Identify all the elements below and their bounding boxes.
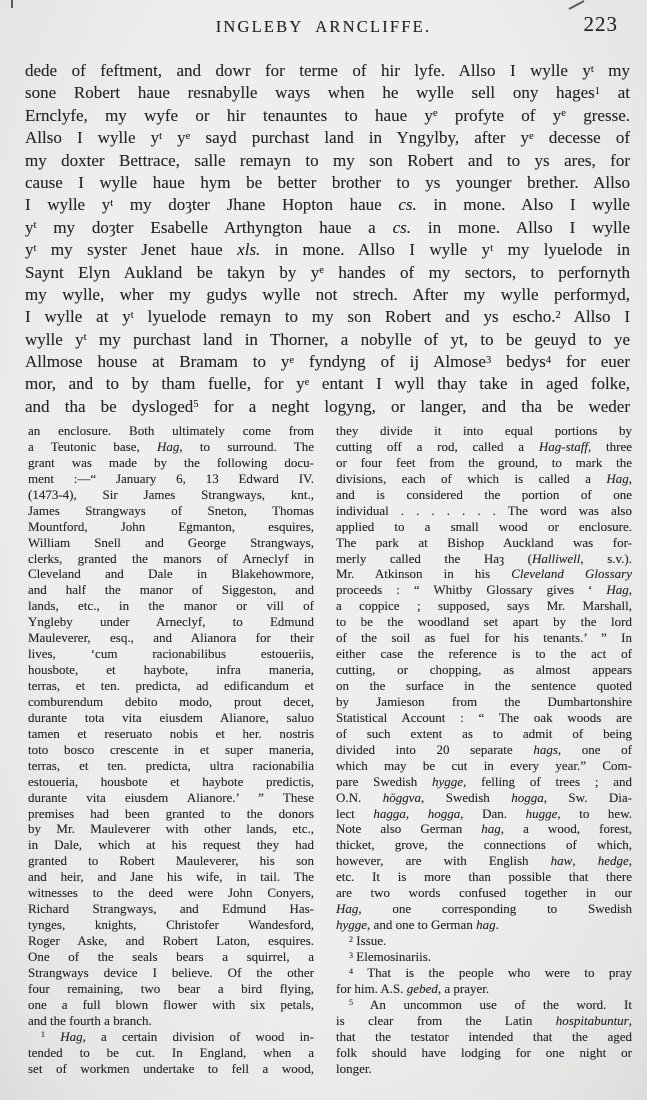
text-line: Allmose house at Bramam to $y^e$ fyndyng of ij Almose$^3$ bedys$^4$ for euer (25, 352, 630, 372)
text-line: Mountford, John Egmanton, esquires, (28, 518, 314, 534)
text-line: by Jamieson from the Dumbartonshire (336, 693, 632, 709)
text-line: $^5$ An uncommon use of the word. It (349, 996, 632, 1012)
text-line: tended to be cut. In England, when a (28, 1044, 314, 1060)
text-line: tynges, knights, Christofer Wandesford, (28, 917, 314, 933)
text-line: tamen et reseruato nobis et her. nostris (28, 725, 314, 741)
text-line: divisions, each of which is called a Hag, (336, 470, 632, 486)
text-line: Hag, one corresponding to Swedish (336, 901, 632, 917)
text-line: pare Swedish hygge, felling of trees ; and (336, 773, 632, 789)
text-line: I wylle $y^t$ my doȝter Jhane Hopton haue cs. in mone. Also I wylle (25, 195, 630, 215)
text-line: proceeds : “ Whitby Glossary gives ‘ Hag, (336, 582, 632, 598)
text-line: and the fourth a branch. (28, 1012, 152, 1028)
text-line: One of the seals bears a squirrel, a (28, 948, 314, 964)
text-line: O.N. höggva, Swedish hogga, Sw. Dia- (336, 789, 633, 805)
text-line: however, are with English haw, hedge, (336, 853, 632, 869)
text-line: toto bosco crescente in et super maneria, (28, 741, 314, 757)
text-line: a Teutonic base, Hag, to surround. The (28, 438, 315, 454)
scan-artifact-mark-right (569, 0, 585, 10)
text-line: durante tota vita eiusdem Alianore, saluo (28, 709, 314, 725)
text-line: Cleveland and Dale in Blakehowmore, (28, 566, 314, 582)
footnote-right-column (336, 423, 632, 1076)
text-line: and heir, and Jane his wife, in tail. The (28, 869, 314, 885)
text-line: longer. (336, 1060, 372, 1076)
text-line: James Strangways of Sneton, Thomas (28, 502, 314, 518)
text-line: The park at Bishop Auckland was for- (336, 534, 632, 550)
text-line: sone Robert haue resnabylle ways when he wylle sell ony hages$^1$ at (25, 83, 630, 103)
text-line: premises had been granted to the donors (28, 805, 314, 821)
text-line: cutting, or chopping, as almost appears (336, 662, 632, 678)
text-line: ment :—“ January 6, 13 Edward IV. (28, 470, 314, 486)
text-line: housbote, et haybote, infra maneria, (28, 662, 314, 678)
text-line: which may be cut in every year.” Com- (336, 757, 632, 773)
text-line: thicket, grove, the connections of which, (336, 837, 632, 853)
text-line: Ernclyfe, my wyfe or hir tenauntes to haue $y^e$ profyte of $y^e$ gresse. (25, 105, 630, 125)
text-line: cutting off a rod, called a Hag-staff, three (336, 438, 632, 454)
text-line: $^2$ Issue. (349, 933, 387, 948)
text-line: lect hagga, hogga, Dan. hugge, to hew. (336, 805, 632, 821)
text-line: and is considered the portion of one (336, 486, 632, 502)
text-line: Saynt Elyn Aukland be takyn by $y^e$ handes of my sectors, to perfornyth (25, 262, 630, 282)
text-line: granted to Robert Mauleverer, his son (28, 853, 314, 869)
text-line: lands, etc., in the manor or vill of (28, 598, 314, 614)
text-line: set of workmen undertake to fell a wood, (28, 1060, 314, 1076)
text-line: durante vita eiusdem Alianore.’ ” These (28, 789, 314, 805)
text-line: William Snell and George Strangways, (28, 534, 314, 550)
text-line: cause I wylle haue hym be better brother to ys younger brether. Allso (25, 172, 630, 192)
text-line: individual . . . . . . . The word was also (336, 502, 632, 518)
text-line: wylle $y^t$ my purchast land in Thorner, a nobylle of yt, to be geuyd to ye (25, 329, 630, 349)
text-line: $y^t$ my syster Jenet haue xls. in mone. Allso I wylle $y^t$ my lyuelode in (25, 240, 631, 260)
text-line: estoueria, housbote et haybote predictis, (28, 773, 314, 789)
text-line: my doxter Bettrace, salle remayn to my son Robert and to ys ares, for (25, 150, 630, 170)
scan-artifact-mark-left (11, 0, 13, 8)
text-line: Mauleverer, esq., and Alianora for their (28, 630, 314, 646)
footnote-left-column (28, 423, 314, 1076)
text-line: they divide it into equal portions by (336, 423, 632, 438)
text-line: $^4$ That is the people who were to pray (349, 964, 632, 980)
text-line: Allso I wylle $y^t$ $y^e$ sayd purchast land in Yngylby, after $y^e$ decesse of (25, 128, 630, 148)
text-line: hygge, and one to German hag. (336, 917, 499, 933)
text-line: terras, et ten. predicta, ultra racionabilia (28, 757, 314, 773)
text-line: and tha be dysloged$^5$ for a neght logyng, or langer, and tha be weder (25, 396, 631, 416)
text-line: I wylle at $y^t$ lyuelode remayn to my son Robert and ys escho.$^2$ Allso I (25, 307, 631, 327)
text-line: Statistical Account : “ The oak woods are (336, 709, 632, 725)
text-line: lives, ‘cum racionabilibus estoueriis, (28, 646, 314, 662)
text-line: divided into 20 separate hags, one of (336, 741, 632, 757)
text-line: either case the reference is to the act of (336, 646, 632, 662)
text-line: witnesses to the deed were John Conyers, (28, 885, 314, 901)
text-line: four remaining, two bear a bird flying, (28, 980, 314, 996)
text-line: my wylle, wher my gudys wylle not strech. After my wylle performyd, (25, 284, 630, 304)
text-line: on the surface in the sentence quoted (336, 678, 632, 693)
text-line: comburendum debito modo, prout decet, (28, 693, 314, 709)
text-line: grant was made by the following docu- (28, 454, 314, 470)
text-line: Mr. Atkinson in his Cleveland Glossary (336, 566, 632, 582)
text-line: (1473-4), Sir James Strangways, knt., (28, 486, 314, 502)
text-line: mor, and to by tham fuelle, for $y^e$ entant I wyll thay take in aged folke, (25, 374, 631, 394)
text-line: Richard Strangways, and Edmund Has- (28, 901, 314, 917)
text-line: by Mr. Mauleverer with other lands, etc., (28, 821, 314, 837)
running-title: INGLEBY ARNCLIFFE. (215, 17, 432, 36)
text-line: Strangways device I believe. Of the other (28, 964, 314, 980)
text-line: that the testator intended that the aged (336, 1028, 632, 1044)
text-line: a coppice ; supposed, says Mr. Marshall, (336, 598, 632, 614)
text-line: merly called the Haȝ (Halliwell, s.v.). (336, 550, 632, 566)
text-line: $^3$ Elemosinariis. (349, 948, 432, 964)
text-line: of the soil as fuel for his tenants.’ ” In (336, 630, 632, 646)
text-line: terras, et ten. predicta, ad edificandum et (28, 678, 314, 693)
text-line: to be the woodland set apart by the lord (336, 614, 632, 630)
page-number: 223 (583, 12, 618, 36)
text-line: one a full blown flower with six petals, (28, 996, 314, 1012)
text-line: Roger Aske, and Robert Laton, esquires. (28, 933, 314, 948)
text-line: are two words confused together in our (336, 885, 632, 901)
text-line: and half the manor of Siggeston, and (28, 582, 314, 598)
text-line: $y^t$ my doȝter Esabelle Arthyngton haue a cs. in mone. Allso I wylle (25, 217, 630, 237)
text-line: of such extent as to admit of being (336, 725, 632, 741)
text-line: dede of feftment, and dowr for terme of hir lyfe. Allso I wylle $y^t$ my (25, 61, 630, 80)
text-line: Note also German hag, a wood, forest, (336, 821, 632, 837)
text-line: applied to a small wood or enclosure. (336, 518, 632, 534)
text-line: folk should have lodging for one night or (336, 1044, 632, 1060)
text-line: Yngleby under Arneclyf, to Edmund (28, 614, 314, 630)
text-line: or four feet from the ground, to mark the (336, 454, 632, 470)
text-line: for him. A.S. gebed, a prayer. (336, 980, 490, 996)
text-line: an enclosure. Both ultimately come from (28, 423, 314, 438)
text-line: etc. It is more than possible that there (336, 869, 632, 885)
text-line: is clear from the Latin hospitabuntur, (336, 1012, 632, 1028)
text-line: in Dale, which at his request they had (28, 837, 314, 853)
main-text-block (25, 60, 630, 418)
text-line: clerks, granted the manors of Arneclyf in (28, 550, 314, 566)
text-line: $^1$ Hag, a certain division of wood in- (41, 1028, 315, 1044)
